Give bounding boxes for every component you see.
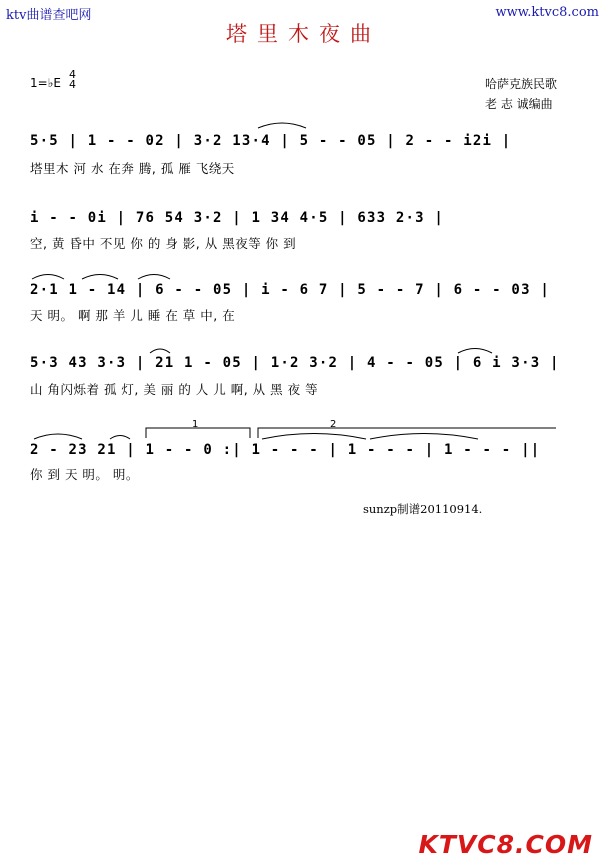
slur bbox=[458, 349, 492, 354]
song-origin: 哈萨克族民歌 bbox=[485, 77, 558, 91]
score-row-4-lyrics: 山 角闪烁着 孤 灯, 美 丽 的 人 儿 啊, 从 黑 夜 等 bbox=[30, 382, 319, 397]
score-row-1-notes: 5·5 | 1 - - 02 | 3·2 13·4 | 5 - - 05 | 2 - - i2i | bbox=[30, 133, 512, 149]
slur bbox=[370, 434, 478, 440]
transcriber-credit: sunzp制谱20110914. bbox=[363, 502, 483, 516]
score-row-3-notes: 2·1 1 - 14 | 6 - - 05 | i - 6 7 | 5 - - 7 | 6 - - 03 | bbox=[30, 282, 550, 298]
volta-1-label: 1 bbox=[192, 419, 199, 430]
song-title: 塔里木夜曲 bbox=[226, 22, 381, 46]
site-url-right[interactable]: www.ktvc8.com bbox=[495, 5, 599, 20]
slur bbox=[150, 349, 170, 353]
volta-2-label: 2 bbox=[330, 419, 337, 430]
score-row-4-notes: 5·3 43 3·3 | 21 1 - 05 | 1·2 3·2 | 4 - - 05 | 6 i 3·3 | bbox=[30, 355, 560, 371]
arranger: 老 志 诚编曲 bbox=[485, 97, 553, 111]
score-row-2-lyrics: 空, 黄 昏中 不见 你 的 身 影, 从 黑夜等 你 到 bbox=[30, 236, 297, 251]
slur bbox=[138, 275, 170, 280]
watermark-logo: KTVC8.COM bbox=[418, 830, 593, 859]
slur bbox=[262, 434, 366, 440]
score-row-2-notes: i - - 0i | 76 54 3·2 | 1 34 4·5 | 633 2·3 | bbox=[30, 210, 445, 226]
time-sig-bottom: 4 bbox=[69, 78, 76, 91]
slur bbox=[258, 123, 306, 128]
slur bbox=[32, 275, 64, 280]
slur bbox=[82, 275, 118, 280]
score-row-1-lyrics: 塔里木 河 水 在奔 腾, 孤 雁 飞绕天 bbox=[30, 161, 235, 176]
score-row-3-lyrics: 天 明。 啊 那 羊 儿 睡 在 草 中, 在 bbox=[30, 308, 236, 323]
score-row-5-lyrics: 你 到 天 明。 明。 bbox=[30, 467, 139, 482]
site-name-left[interactable]: ktv曲谱查吧网 bbox=[6, 8, 92, 23]
volta-2-bracket bbox=[258, 428, 556, 438]
slur bbox=[34, 434, 82, 439]
time-sig-top: 4 bbox=[69, 68, 76, 81]
score-row-5-notes: 2 - 23 21 | 1 - - 0 :| 1 - - - | 1 - - - | 1 - - - || bbox=[30, 442, 541, 458]
key-signature: 1=♭E bbox=[30, 76, 61, 90]
slur bbox=[110, 436, 130, 440]
